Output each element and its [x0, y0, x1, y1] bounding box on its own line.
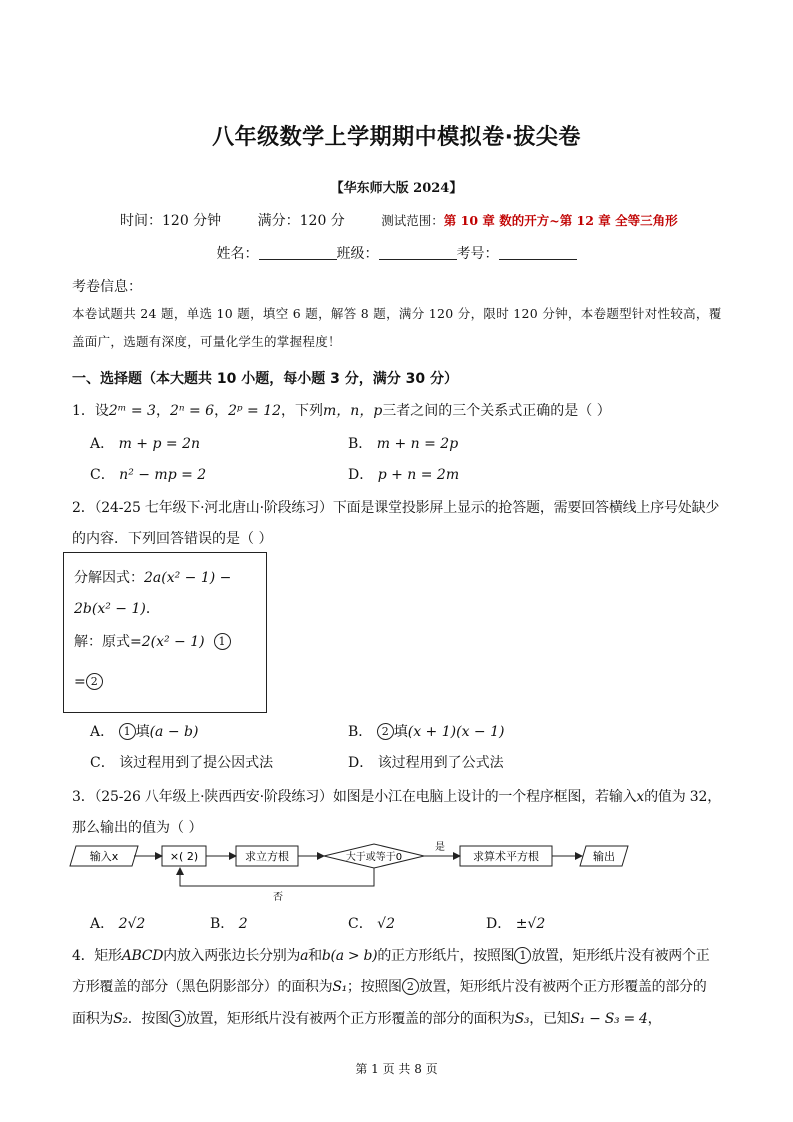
q2-projection-box [63, 552, 267, 713]
scope-value: 第 10 章 数的开方~第 12 章 全等三角形 [443, 213, 678, 228]
circle-1-marker: 1 [514, 947, 531, 964]
full-score: 满分：120 分 [257, 213, 345, 229]
flow-sqrt-label: 求算术平方根 [473, 850, 539, 863]
edition-label: 【华东师大版 2024】 [330, 181, 463, 196]
question-2-line2: 的内容．下列回答错误的是（ ） [72, 531, 273, 547]
time-limit: 时间：120 分钟 [120, 213, 222, 229]
q2-box-line1: 分解因式：2a(x² − 1) − [74, 570, 232, 586]
page-footer: 第 1 页 共 8 页 [355, 1062, 438, 1076]
q1-option-d[interactable]: D． p + n = 2m [348, 467, 460, 483]
q1-eq-b: 2ⁿ = 6 [169, 403, 215, 419]
id-label: 考号： [456, 246, 499, 262]
flow-multiply-label: ×( 2) [169, 850, 199, 863]
flow-arrow-no [180, 868, 374, 886]
q2-box-line3: 解：原式=2(x² − 1) 1 [74, 631, 231, 651]
circle-3-marker: 3 [169, 1010, 186, 1027]
section-heading: 一、选择题（本大题共 10 小题，每小题 3 分，满分 30 分） [72, 371, 458, 387]
q2-option-c[interactable]: C． 该过程用到了提公因式法 [90, 755, 274, 771]
q2-box-line2: 2b(x² − 1)． [74, 601, 160, 617]
flow-input-label: 输入x [89, 850, 119, 863]
page-title: 八年级数学上学期期中模拟卷·拔尖卷 [212, 125, 581, 150]
id-blank[interactable] [499, 245, 577, 260]
q3-option-b[interactable]: B． 2 [210, 916, 248, 932]
class-blank[interactable] [379, 245, 457, 260]
question-2-line1: 2．（24-25 七年级下·河北唐山·阶段练习）下面是课堂投影屏上显示的抢答题，需要回答横线上序号处缺少 [72, 500, 720, 516]
question-1-stem: 1．设2ᵐ = 3，2ⁿ = 6，2ᵖ = 12，下列m，n，p三者之间的三个关系式正确的是（ ） [72, 403, 611, 419]
q3-option-a[interactable]: A． 2√2 [90, 916, 146, 932]
student-info-row [0, 243, 793, 263]
q3-option-c[interactable]: C． √2 [348, 916, 395, 932]
q2-box-line4: = 2 [74, 673, 103, 690]
scope-label: 测试范围： [381, 213, 444, 228]
name-blank[interactable] [259, 245, 337, 260]
question-4-line2: 方形覆盖的部分（黑色阴影部分）的面积为S₁；按照图 2 放置，矩形纸片没有被两个正方形覆盖的部分的 [72, 979, 707, 995]
q1-eq-c: 2ᵖ = 12 [228, 403, 282, 419]
q1-option-b[interactable]: B． m + n = 2p [348, 436, 459, 452]
question-4-line3: 面积为S₂．按图 3 放置，矩形纸片没有被两个正方形覆盖的部分的面积为S₃，已知S₁ − S₃ = 4， [72, 1011, 662, 1027]
q1-vars: m，n，p [323, 403, 383, 419]
q1-option-c[interactable]: C． n² − mp = 2 [90, 467, 207, 483]
q2-option-b[interactable]: B． 2 填(x + 1)(x − 1) [348, 724, 505, 740]
flow-yes-label: 是 [435, 842, 445, 853]
q3-option-d[interactable]: D． ±√2 [486, 916, 546, 932]
q1-stem-end: 三者之间的三个关系式正确的是（ ） [382, 403, 611, 419]
info-heading: 考卷信息： [72, 279, 142, 295]
q1-prefix: 1．设 [72, 403, 109, 419]
circle-2-marker: 2 [402, 978, 419, 995]
q1-option-a[interactable]: A． m + p = 2n [90, 436, 201, 452]
flow-output-label: 输出 [593, 850, 615, 863]
question-3-line1: 3．（25-26 八年级上·陕西西安·阶段练习）如图是小江在电脑上设计的一个程序框图，若输入x的值为 32， [72, 789, 721, 805]
q2-option-a[interactable]: A． 1 填(a − b) [90, 724, 199, 740]
question-3-line2: 那么输出的值为（ ） [72, 820, 203, 836]
q1-stem-mid: ，下列 [281, 403, 324, 419]
q3-flowchart [68, 838, 634, 904]
circle-2-marker: 2 [86, 673, 103, 690]
class-label: 班级： [336, 246, 379, 262]
flow-no-label: 否 [273, 892, 283, 903]
flow-cuberoot-label: 求立方根 [245, 850, 289, 863]
circle-1-marker: 1 [214, 633, 231, 650]
q2-option-d[interactable]: D． 该过程用到了公式法 [348, 755, 504, 771]
exam-meta [120, 210, 678, 230]
q1-eq-a: 2ᵐ = 3 [108, 403, 156, 419]
name-label: 姓名： [216, 246, 259, 262]
question-4-line1: 4．矩形ABCD内放入两张边长分别为a和b(a > b)的正方形纸片，按照图 1 放置，矩形纸片没有被两个正 [72, 948, 710, 964]
info-text: 本卷试题共 24 题，单选 10 题，填空 6 题，解答 8 题，满分 120 分，限时 120 分钟，本卷题型针对性较高，覆盖面广，选题有深度，可量化学生的掌握程度！ [72, 306, 722, 349]
flow-condition-label: 大于或等于0 [345, 852, 403, 863]
